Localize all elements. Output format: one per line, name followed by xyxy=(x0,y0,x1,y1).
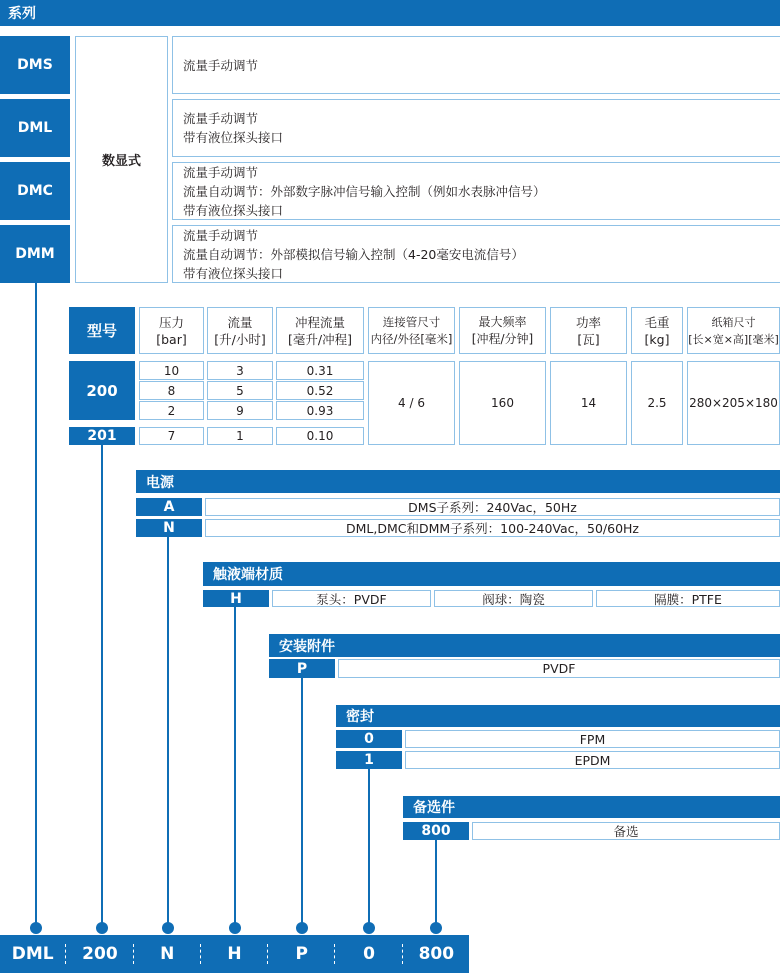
spare-code-800: 800 xyxy=(403,822,469,840)
seal-code-0: 0 xyxy=(336,730,402,748)
cell-power: 14 xyxy=(550,361,627,445)
install-section-header: 安装附件 xyxy=(269,634,780,657)
connector-line-seal xyxy=(368,769,370,927)
series-code-dml: DML xyxy=(0,99,70,157)
row3-pressure: 2 xyxy=(139,401,204,420)
connector-line-material xyxy=(234,607,236,927)
order-code-spare: 800 xyxy=(418,944,455,964)
row1-stroke: 0.31 xyxy=(276,361,364,380)
connector-dot-install xyxy=(296,922,308,934)
row3-flow: 9 xyxy=(207,401,273,420)
power-section-header: 电源 xyxy=(136,470,780,493)
header-max-frequency: 最大频率 [冲程/分钟] xyxy=(459,307,546,354)
series-group-label: 数显式 xyxy=(75,36,168,283)
row4-pressure: 7 xyxy=(139,427,204,445)
connector-line-install xyxy=(301,678,303,927)
cell-weight: 2.5 xyxy=(631,361,683,445)
cell-box-size: 280×205×180 xyxy=(687,361,780,445)
connector-dot-power xyxy=(162,922,174,934)
series-code-dmm: DMM xyxy=(0,225,70,283)
seal-section-header: 密封 xyxy=(336,705,780,727)
series-desc-dms: 流量手动调节 xyxy=(172,36,780,94)
order-code-material: H xyxy=(227,944,242,964)
cell-max-frequency: 160 xyxy=(459,361,546,445)
material-valve-ball: 阀球：陶瓷 xyxy=(434,590,593,607)
header-box-size: 纸箱尺寸 [长×宽×高][毫米] xyxy=(687,307,780,354)
power-code-n: N xyxy=(136,519,202,537)
series-header-title: 系列 xyxy=(8,6,36,22)
row4-flow: 1 xyxy=(207,427,273,445)
series-code-dms: DMS xyxy=(0,36,70,94)
order-code-bar xyxy=(0,935,469,973)
row2-stroke: 0.52 xyxy=(276,381,364,400)
model-200: 200 xyxy=(69,361,135,420)
power-value-a: DMS子系列：240Vac，50Hz xyxy=(205,498,780,516)
spare-value: 备选 xyxy=(472,822,780,840)
row1-pressure: 10 xyxy=(139,361,204,380)
row3-stroke: 0.93 xyxy=(276,401,364,420)
series-desc-dml: 流量手动调节 带有液位探头接口 xyxy=(172,99,780,157)
header-flow: 流量 [升/小时] xyxy=(207,307,273,354)
spare-section-header: 备选件 xyxy=(403,796,780,818)
power-code-a: A xyxy=(136,498,202,516)
seal-value-fpm: FPM xyxy=(405,730,780,748)
series-desc-dmm: 流量手动调节 流量自动调节：外部模拟信号输入控制（4-20毫安电流信号） 带有液位探头接口 xyxy=(172,225,780,283)
series-code-dmc: DMC xyxy=(0,162,70,220)
row4-stroke: 0.10 xyxy=(276,427,364,445)
connector-dot-material xyxy=(229,922,241,934)
connector-dot-seal xyxy=(363,922,375,934)
header-stroke-volume: 冲程流量 [毫升/冲程] xyxy=(276,307,364,354)
order-code-power: N xyxy=(160,944,175,964)
model-201: 201 xyxy=(69,427,135,445)
install-value-pvdf: PVDF xyxy=(338,659,780,678)
connector-line-power xyxy=(167,537,169,927)
connector-line-spare xyxy=(435,840,437,927)
series-desc-dmc: 流量手动调节 流量自动调节：外部数字脉冲信号输入控制（例如水表脉冲信号） 带有液位探头接口 xyxy=(172,162,780,220)
material-diaphragm: 隔膜：PTFE xyxy=(596,590,780,607)
seal-code-1: 1 xyxy=(336,751,402,769)
install-code-p: P xyxy=(269,659,335,678)
connector-dot-model xyxy=(96,922,108,934)
connector-dot-series xyxy=(30,922,42,934)
order-code-model: 200 xyxy=(82,944,118,964)
connector-dot-spare xyxy=(430,922,442,934)
header-pressure: 压力 [bar] xyxy=(139,307,204,354)
connector-line-series xyxy=(35,283,37,927)
series-header-bar xyxy=(0,0,780,26)
cell-tube-size: 4 / 6 xyxy=(368,361,455,445)
power-value-n: DML,DMC和DMM子系列：100-240Vac，50/60Hz xyxy=(205,519,780,537)
order-code-install: P xyxy=(295,944,308,964)
header-weight: 毛重 [kg] xyxy=(631,307,683,354)
material-code-h: H xyxy=(203,590,269,607)
order-code-seal: 0 xyxy=(363,944,375,964)
row1-flow: 3 xyxy=(207,361,273,380)
header-power: 功率 [瓦] xyxy=(550,307,627,354)
seal-value-epdm: EPDM xyxy=(405,751,780,769)
material-pump-head: 泵头：PVDF xyxy=(272,590,431,607)
material-section-header: 触液端材质 xyxy=(203,562,780,586)
connector-line-model xyxy=(101,445,103,927)
header-tube-size: 连接管尺寸 内径/外径[毫米] xyxy=(368,307,455,354)
row2-pressure: 8 xyxy=(139,381,204,400)
row2-flow: 5 xyxy=(207,381,273,400)
model-header: 型号 xyxy=(69,307,135,354)
order-code-series: DML xyxy=(11,944,54,964)
